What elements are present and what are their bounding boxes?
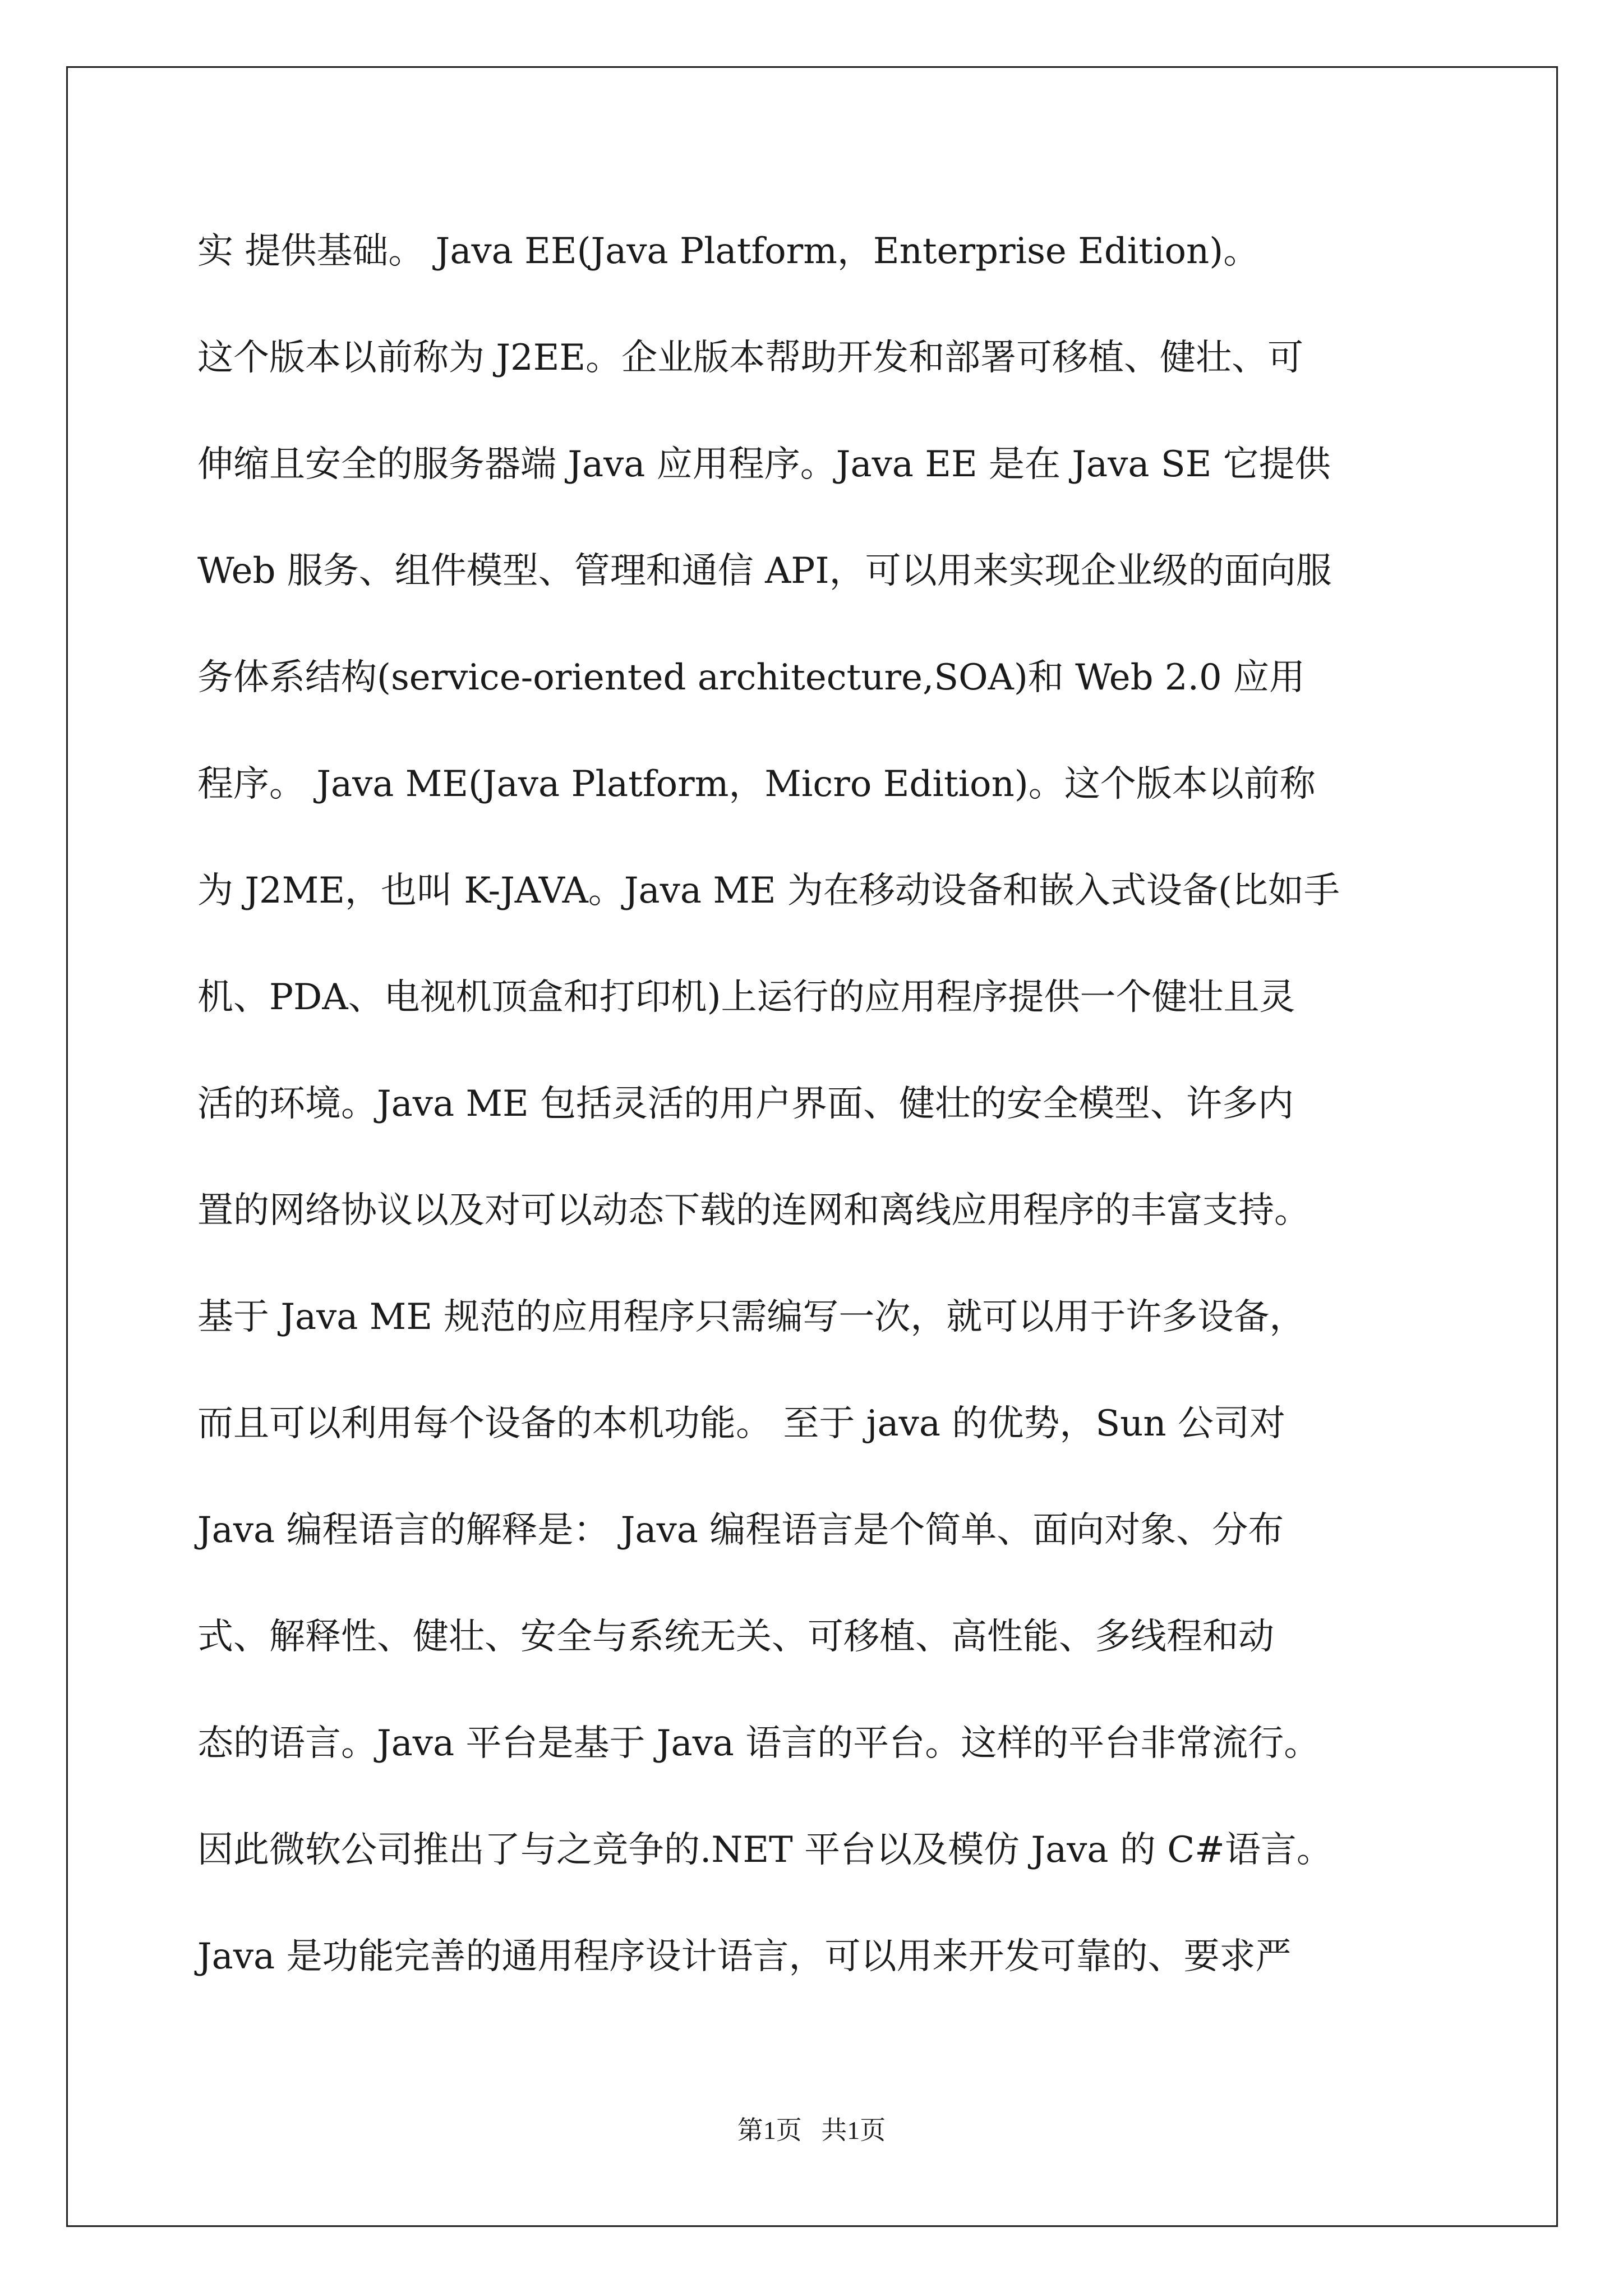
body-line: 务体系结构(service-oriented architecture,SOA)和 Web 2.0 应用 xyxy=(197,657,1306,698)
body-line: 置的网络协议以及对可以动态下载的连网和离线应用程序的丰富支持。 xyxy=(197,1190,1310,1231)
body-line: 而且可以利用每个设备的本机功能。 至于 java 的优势，Sun 公司对 xyxy=(197,1403,1285,1444)
body-line: 伸缩且安全的服务器端 Java 应用程序。Java EE 是在 Java SE 它提供 xyxy=(197,444,1331,485)
body-line: 实 提供基础。 Java EE(Java Platform，Enterprise Edition)。 xyxy=(197,231,1260,272)
body-line: 态的语言。Java 平台是基于 Java 语言的平台。这样的平台非常流行。 xyxy=(197,1723,1320,1764)
body-line: 式、解释性、健壮、安全与系统无关、可移植、高性能、多线程和动 xyxy=(197,1616,1274,1658)
body-line: 机、PDA、电视机顶盒和打印机)上运行的应用程序提供一个健壮且灵 xyxy=(197,977,1295,1018)
body-line: Java 编程语言的解释是： Java 编程语言是个简单、面向对象、分布 xyxy=(197,1510,1284,1551)
body-line: Java 是功能完善的通用程序设计语言，可以用来开发可靠的、要求严 xyxy=(197,1936,1292,1977)
document-body xyxy=(197,223,1431,2035)
body-line: 程序。 Java ME(Java Platform，Micro Edition)。这个版本以前称 xyxy=(197,763,1316,805)
body-line: 因此微软公司推出了与之竞争的.NET 平台以及模仿 Java 的 C#语言。 xyxy=(197,1829,1332,1871)
page-number-footer: 第1页 共1页 xyxy=(737,2116,886,2145)
body-line: Web 服务、组件模型、管理和通信 API，可以用来实现企业级的面向服 xyxy=(197,550,1332,592)
body-line: 基于 Java ME 规范的应用程序只需编写一次，就可以用于许多设备， xyxy=(197,1296,1306,1338)
body-line: 这个版本以前称为 J2EE。企业版本帮助开发和部署可移植、健壮、可 xyxy=(197,337,1304,379)
body-line: 活的环境。Java ME 包括灵活的用户界面、健壮的安全模型、许多内 xyxy=(197,1083,1294,1125)
body-line: 为 J2ME，也叫 K-JAVA。Java ME 为在移动设备和嵌入式设备(比如手 xyxy=(197,870,1340,912)
